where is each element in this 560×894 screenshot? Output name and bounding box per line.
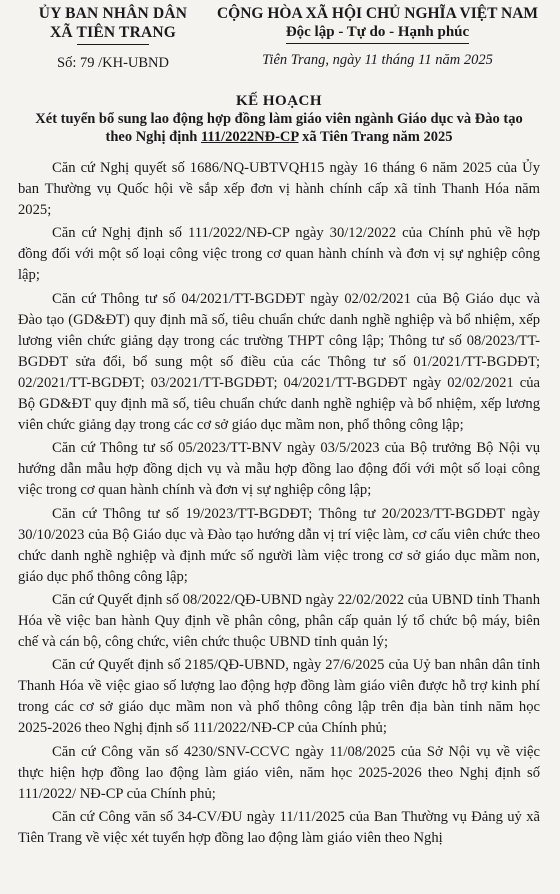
paragraph: Căn cứ Công văn số 34-CV/ĐU ngày 11/11/2025 của Ban Thường vụ Đảng uỷ xã Tiên Trang về việc xét tuyển hợp đồng lao động làm giáo viên theo Nghị (18, 808, 540, 846)
document-title (18, 92, 540, 146)
national-motto (215, 4, 540, 72)
nation-line-2: Độc lập - Tự do - Hạnh phúc (286, 23, 469, 44)
document-body (18, 158, 540, 849)
subtitle-decree: 111/2022NĐ-CP (200, 129, 299, 145)
paragraph: Căn cứ Quyết định số 2185/QĐ-UBND, ngày 27/6/2025 của Uỷ ban nhân dân tỉnh Thanh Hóa về việc giao số lượng lao động hợp đồng làm giáo viên được hỗ trợ kinh phí trong các cơ sở giáo dục mầm non và phổ thông công lập trên địa bàn tỉnh năm học 2025-2026 theo Nghị định số 111/2022/NĐ-CP của Chính phủ; (18, 657, 540, 737)
nation-line-1: CỘNG HÒA XÃ HỘI CHỦ NGHĨA VIỆT NAM (216, 5, 539, 22)
paragraph: Căn cứ Thông tư số 04/2021/TT-BGDĐT ngày 02/02/2021 của Bộ Giáo dục và Đào tạo (GD&ĐT) quy định mã số, tiêu chuẩn chức danh nghề nghiệp và bổ nhiệm, xếp lương viên chức giảng dạy trong các trường THPT công lập; Thông tư số 08/2023/TT-BGDĐT sửa đổi, bổ sung một số điều của các Thông tư số 01/2021/TT-BGDĐT; 02/2021/TT-BGDĐT; 03/2021/TT-BGDĐT; 04/2021/TT-BGDĐT ngày 02/02/2021 của Bộ GD&ĐT quy định mã số, tiêu chuẩn chức danh nghề nghiệp và bổ nhiệm, xếp lương viên chức giảng dạy trong các cơ sở giáo dục mầm non, phổ thông công lập; (18, 290, 540, 434)
paragraph: Căn cứ Nghị quyết số 1686/NQ-UBTVQH15 ngày 16 tháng 6 năm 2025 của Ủy ban Thường vụ Quốc hội về sắp xếp đơn vị hành chính cấp xã tỉnh Thanh Hóa năm 2025; (18, 160, 540, 219)
document-header (18, 4, 540, 72)
paragraph: Căn cứ Nghị định số 111/2022/NĐ-CP ngày 30/12/2022 của Chính phủ về hợp đồng đối với một số loại công việc trong cơ quan hành chính và đơn vị sự nghiệp công lập; (18, 225, 540, 284)
org-line-2: XÃ TIÊN TRANG (49, 24, 177, 41)
paragraph: Căn cứ Quyết định số 08/2022/QĐ-UBND ngày 22/02/2022 của UBND tỉnh Thanh Hóa về việc ban hành Quy định về phân công, phân cấp quản lý tổ chức bộ máy, biên chế và cán bộ, công chức, viên chức thuộc UBND tỉnh quản lý; (18, 591, 540, 651)
org-underline (77, 44, 149, 45)
paragraph: Căn cứ Công văn số 4230/SNV-CCVC ngày 11/08/2025 của Sở Nội vụ về việc thực hiện hợp đồng lao động làm giáo viên, năm học 2025-2026 theo Nghị định số 111/2022/ NĐ-CP của Chính phủ; (18, 743, 540, 802)
subtitle-part-a: Xét tuyển bổ sung lao động hợp đồng làm giáo viên ngành Giáo dục và Đào tạo theo Nghị định (35, 111, 523, 145)
document-date: Tiên Trang, ngày 11 tháng 11 năm 2025 (262, 52, 493, 68)
subtitle-part-b: xã Tiên Trang năm 2025 (298, 129, 453, 145)
document-number: Số: 79 /KH-UBND (57, 55, 169, 71)
org-line-1: ỦY BAN NHÂN DÂN (38, 5, 188, 22)
paragraph: Căn cứ Thông tư số 05/2023/TT-BNV ngày 03/5/2023 của Bộ trưởng Bộ Nội vụ hướng dẫn mẫu hợp đồng dịch vụ và mẫu hợp đồng lao động đối với một số loại công việc trong cơ quan hành chính và đơn vị sự nghiệp công lập; (18, 440, 540, 499)
issuing-organization (18, 4, 208, 72)
title-subtitle (18, 110, 540, 146)
title-heading: KẾ HOẠCH (235, 93, 323, 109)
paragraph: Căn cứ Thông tư số 19/2023/TT-BGDĐT; Thông tư 20/2023/TT-BGDĐT ngày 30/10/2023 của Bộ Giáo dục và Đào tạo hướng dẫn vị trí việc làm, cơ cấu viên chức theo chức danh nghề nghiệp và định mức số người làm việc trong cơ sở giáo dục mầm non, giáo dục phổ thông công lập; (18, 505, 540, 585)
